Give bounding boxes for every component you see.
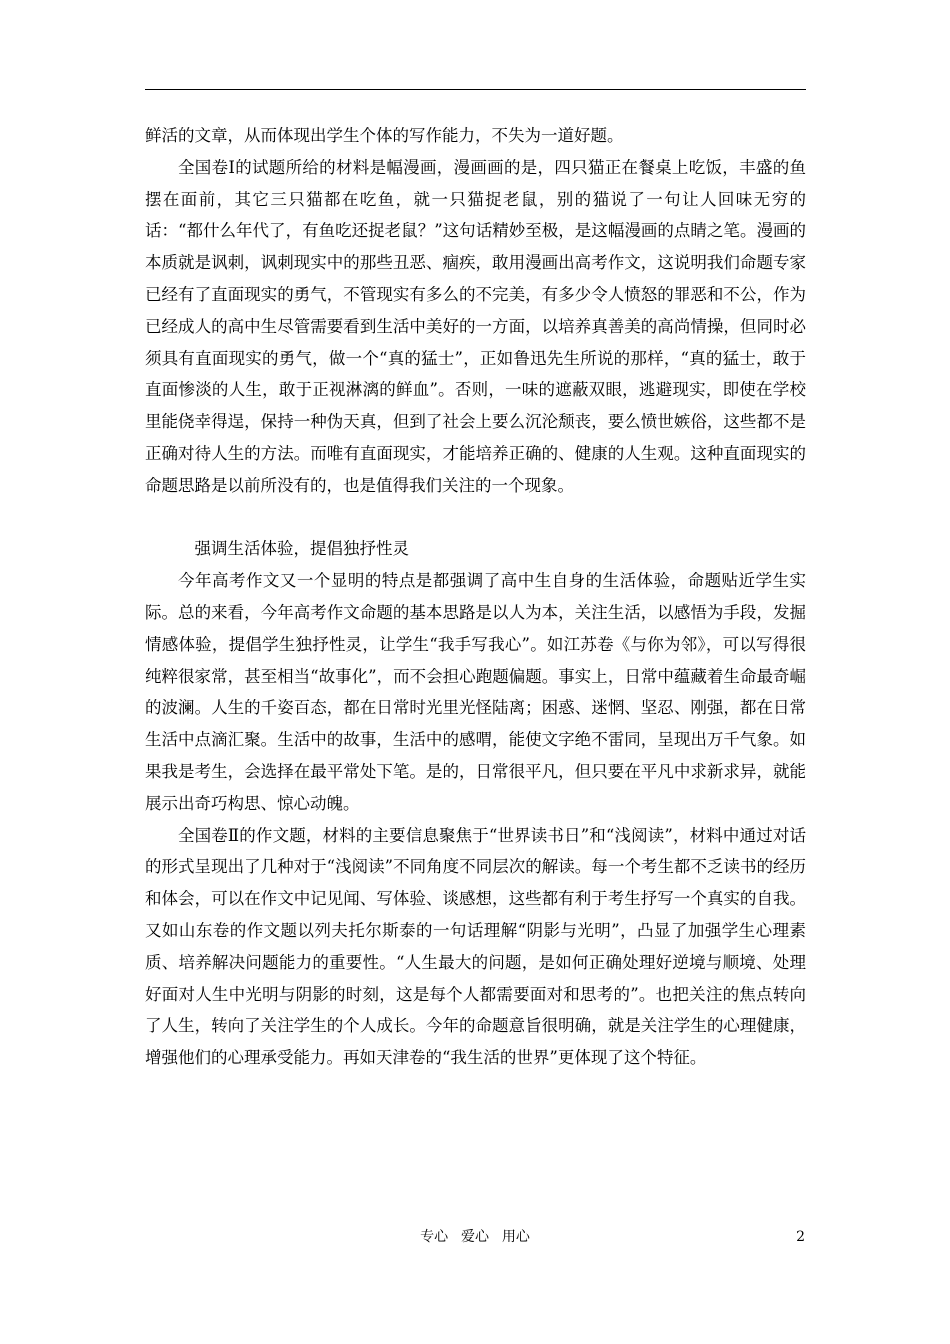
document-body xyxy=(145,120,806,1074)
page-number: 2 xyxy=(796,1229,805,1245)
page-footer xyxy=(0,1225,950,1249)
paragraph-national-paper-two: 全国卷Ⅱ的作文题，材料的主要信息聚焦于“世界读书日”和“浅阅读”，材料中通过对话的形式呈现出了几种对于“浅阅读”不同角度不同层次的解读。每一个考生都不乏读书的经历和体会，可以在作文中记见闻、写体验、谈感想，这些都有利于考生抒写一个真实的自我。又如山东卷的作文题以列夫托尔斯泰的一句话理解“阴影与光明”，凸显了加强学生心理素质、培养解决问题能力的重要性。“人生最大的问题，是如何正确处理好逆境与顺境、处理好面对人生中光明与阴影的时刻，这是每个人都需要面对和思考的”。也把关注的焦点转向了人生，转向了关注学生的个人成长。今年的命题意旨很明确，就是关注学生的心理健康，增强他们的心理承受能力。再如天津卷的“我生活的世界”更体现了这个特征。 xyxy=(145,825,806,1068)
paragraph-continuation: 鲜活的文章，从而体现出学生个体的写作能力，不失为一道好题。 xyxy=(145,126,624,145)
section-heading: 强调生活体验，提倡独抒性灵 xyxy=(194,539,409,559)
paragraph-national-paper-one: 全国卷Ⅰ的试题所给的材料是幅漫画，漫画画的是，四只猫正在餐桌上吃饭，丰盛的鱼摆在面前，其它三只猫都在吃鱼，就一只猫捉老鼠，别的猫说了一句让人回味无穷的话：“都什么年代了，有鱼吃还捉老鼠？”这句话精妙至极，是这幅漫画的点睛之笔。漫画的本质就是讽刺，讽刺现实中的那些丑恶、痼疾，敢用漫画出高考作文，这说明我们命题专家已经有了直面现实的勇气，不管现实有多么的不完美，有多少令人愤怒的罪恶和不公，作为已经成人的高中生尽管需要看到生活中美好的一方面，以培养真善美的高尚情操，但同时必须具有直面现实的勇气，做一个“真的猛士”，正如鲁迅先生所说的那样，“真的猛士，敢于直面惨淡的人生，敢于正视淋漓的鲜血”。否则，一味的遮蔽双眼，逃避现实，即使在学校里能侥幸得逞，保持一种伪天真，但到了社会上要么沉沦颓丧，要么愤世嫉俗，这些都不是正确对待人生的方法。而唯有直面现实，才能培养正确的、健康的人生观。这种直面现实的命题思路是以前所没有的，也是值得我们关注的一个现象。 xyxy=(145,157,806,495)
paragraph-life-experience: 今年高考作文又一个显明的特点是都强调了高中生自身的生活体验，命题贴近学生实际。总的来看，今年高考作文命题的基本思路是以人为本，关注生活，以感悟为手段，发掘情感体验，提倡学生独抒性灵，让学生“我手写我心”。如江苏卷《与你为邻》，可以写得很纯粹很家常，甚至相当“故事化”，而不会担心跑题偏题。事实上，日常中蕴藏着生命最奇崛的波澜。人生的千姿百态，都在日常时光里光怪陆离；困惑、迷惘、坚忍、刚强，都在日常生活中点滴汇聚。生活中的故事，生活中的感喟，能使文字绝不雷同，呈现出万千气象。如果我是考生，会选择在最平常处下笔。是的，日常很平凡，但只要在平凡中求新求异，就能展示出奇巧构思、惊心动魄。 xyxy=(145,571,806,813)
footer-motto: 专心 爱心 用心 xyxy=(420,1229,530,1245)
header-rule xyxy=(145,89,806,90)
paragraph-gap xyxy=(145,502,806,534)
